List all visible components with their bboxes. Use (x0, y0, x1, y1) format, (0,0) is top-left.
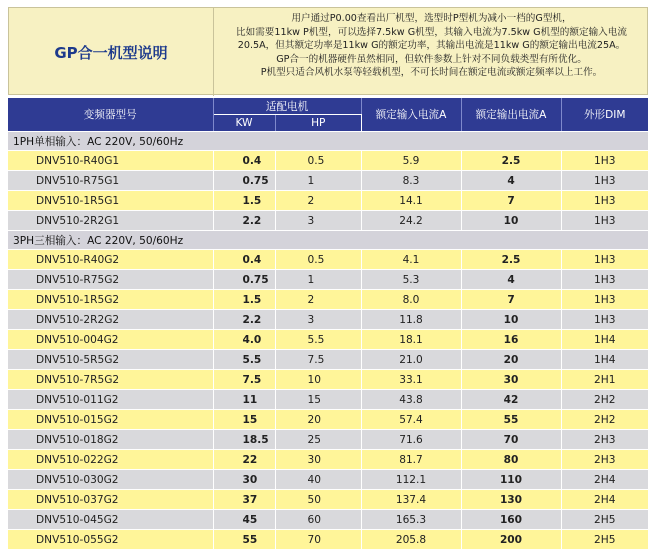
hp-cell: 20 (275, 410, 361, 430)
table-row (8, 270, 648, 290)
model-cell: DNV510-2R2G1 (8, 211, 213, 231)
output-current-cell: 4 (461, 171, 561, 191)
model-cell: DNV510-018G2 (8, 430, 213, 450)
hp-cell: 3 (275, 310, 361, 330)
header-kw: KW (213, 115, 275, 132)
page-title: GP合一机型说明 (9, 8, 214, 96)
notes-block (219, 12, 644, 80)
kw-cell: 30 (213, 470, 275, 490)
kw-cell: 0.4 (213, 151, 275, 171)
section-label: 1PH单相输入：AC 220V, 50/60Hz (8, 132, 648, 151)
dim-cell: 1H3 (561, 290, 648, 310)
hp-cell: 40 (275, 470, 361, 490)
spec-sheet (8, 7, 648, 546)
table-row (8, 350, 648, 370)
hp-cell: 10 (275, 370, 361, 390)
model-cell: DNV510-015G2 (8, 410, 213, 430)
hp-cell: 1 (275, 270, 361, 290)
hp-cell: 2 (275, 191, 361, 211)
table-row (8, 171, 648, 191)
input-current-cell: 8.0 (361, 290, 461, 310)
hp-cell: 25 (275, 430, 361, 450)
table-row (8, 330, 648, 350)
dim-cell: 1H4 (561, 330, 648, 350)
input-current-cell: 165.3 (361, 510, 461, 530)
kw-cell: 4.0 (213, 330, 275, 350)
output-current-cell: 70 (461, 430, 561, 450)
dim-cell: 2H4 (561, 490, 648, 510)
input-current-cell: 14.1 (361, 191, 461, 211)
input-current-cell: 112.1 (361, 470, 461, 490)
dim-cell: 2H1 (561, 370, 648, 390)
header-model: 变频器型号 (8, 98, 213, 132)
dim-cell: 1H3 (561, 171, 648, 191)
table-row (8, 490, 648, 510)
kw-cell: 0.4 (213, 250, 275, 270)
output-current-cell: 55 (461, 410, 561, 430)
model-cell: DNV510-004G2 (8, 330, 213, 350)
header-dim: 外形DIM (561, 98, 648, 132)
kw-cell: 37 (213, 490, 275, 510)
input-current-cell: 24.2 (361, 211, 461, 231)
model-cell: DNV510-R75G1 (8, 171, 213, 191)
model-cell: DNV510-045G2 (8, 510, 213, 530)
table-row (8, 410, 648, 430)
section-row (8, 132, 648, 151)
hp-cell: 30 (275, 450, 361, 470)
dim-cell: 1H3 (561, 191, 648, 211)
note-line: 用户通过P0.00查看出厂机型，选型时P型机为减小一档的G型机， (291, 13, 572, 24)
hp-cell: 0.5 (275, 151, 361, 171)
kw-cell: 55 (213, 530, 275, 550)
kw-cell: 0.75 (213, 171, 275, 191)
dim-cell: 2H5 (561, 510, 648, 530)
model-cell: DNV510-055G2 (8, 530, 213, 550)
table-body (8, 132, 648, 550)
note-line: 20.5A，但其额定功率是11kw G的额定功率，其输出电流是11kw G的额定输出电流25A。 (237, 40, 626, 52)
input-current-cell: 81.7 (361, 450, 461, 470)
note-line: 比如需要11kw P机型，可以选择7.5kw G机型，其输入电流为7.5kw G机型的额定输入电流 (236, 26, 627, 38)
dim-cell: 1H3 (561, 250, 648, 270)
model-cell: DNV510-5R5G2 (8, 350, 213, 370)
kw-cell: 18.5 (213, 430, 275, 450)
header-input-current: 额定输入电流A (361, 98, 461, 132)
table-row (8, 470, 648, 490)
output-current-cell: 16 (461, 330, 561, 350)
hp-cell: 2 (275, 290, 361, 310)
output-current-cell: 80 (461, 450, 561, 470)
model-cell: DNV510-1R5G2 (8, 290, 213, 310)
note-line: P机型只适合风机水泵等轻载机型，不可长时间在额定电流或额定频率以上工作。 (260, 67, 603, 79)
output-current-cell: 20 (461, 350, 561, 370)
table-row (8, 370, 648, 390)
table-row (8, 211, 648, 231)
output-current-cell: 160 (461, 510, 561, 530)
output-current-cell: 130 (461, 490, 561, 510)
output-current-cell: 30 (461, 370, 561, 390)
model-cell: DNV510-7R5G2 (8, 370, 213, 390)
table-row (8, 430, 648, 450)
output-current-cell: 7 (461, 290, 561, 310)
dim-cell: 1H3 (561, 310, 648, 330)
kw-cell: 2.2 (213, 310, 275, 330)
input-current-cell: 137.4 (361, 490, 461, 510)
spec-table (8, 98, 648, 550)
model-cell: DNV510-037G2 (8, 490, 213, 510)
input-current-cell: 8.3 (361, 171, 461, 191)
section-row (8, 231, 648, 250)
dim-cell: 2H5 (561, 530, 648, 550)
table-row (8, 310, 648, 330)
table-row (8, 530, 648, 550)
input-current-cell: 18.1 (361, 330, 461, 350)
output-current-cell: 42 (461, 390, 561, 410)
kw-cell: 0.75 (213, 270, 275, 290)
model-cell: DNV510-1R5G1 (8, 191, 213, 211)
input-current-cell: 21.0 (361, 350, 461, 370)
note-line: GP合一的机器硬件虽然相同，但软件参数上针对不同负载类型有所优化。 (276, 53, 587, 65)
header-hp: HP (275, 115, 361, 132)
dim-cell: 2H3 (561, 450, 648, 470)
table-row (8, 151, 648, 171)
table-row (8, 510, 648, 530)
table-row (8, 191, 648, 211)
table-row (8, 450, 648, 470)
kw-cell: 7.5 (213, 370, 275, 390)
dim-cell: 2H4 (561, 470, 648, 490)
output-current-cell: 2.5 (461, 250, 561, 270)
output-current-cell: 4 (461, 270, 561, 290)
kw-cell: 1.5 (213, 191, 275, 211)
section-label: 3PH三相输入：AC 220V, 50/60Hz (8, 231, 648, 250)
output-current-cell: 10 (461, 211, 561, 231)
model-cell: DNV510-2R2G2 (8, 310, 213, 330)
input-current-cell: 71.6 (361, 430, 461, 450)
dim-cell: 1H3 (561, 270, 648, 290)
input-current-cell: 4.1 (361, 250, 461, 270)
model-cell: DNV510-011G2 (8, 390, 213, 410)
model-cell: DNV510-022G2 (8, 450, 213, 470)
dim-cell: 1H3 (561, 211, 648, 231)
input-current-cell: 11.8 (361, 310, 461, 330)
output-current-cell: 110 (461, 470, 561, 490)
input-current-cell: 43.8 (361, 390, 461, 410)
header-output-current: 额定输出电流A (461, 98, 561, 132)
input-current-cell: 5.3 (361, 270, 461, 290)
kw-cell: 11 (213, 390, 275, 410)
header-motor: 适配电机 (213, 98, 361, 115)
dim-cell: 1H4 (561, 350, 648, 370)
input-current-cell: 33.1 (361, 370, 461, 390)
hp-cell: 5.5 (275, 330, 361, 350)
output-current-cell: 200 (461, 530, 561, 550)
info-header (8, 7, 648, 95)
kw-cell: 5.5 (213, 350, 275, 370)
output-current-cell: 2.5 (461, 151, 561, 171)
kw-cell: 15 (213, 410, 275, 430)
kw-cell: 1.5 (213, 290, 275, 310)
hp-cell: 60 (275, 510, 361, 530)
input-current-cell: 57.4 (361, 410, 461, 430)
hp-cell: 70 (275, 530, 361, 550)
model-cell: DNV510-R75G2 (8, 270, 213, 290)
hp-cell: 1 (275, 171, 361, 191)
output-current-cell: 10 (461, 310, 561, 330)
hp-cell: 7.5 (275, 350, 361, 370)
output-current-cell: 7 (461, 191, 561, 211)
dim-cell: 2H2 (561, 410, 648, 430)
model-cell: DNV510-R40G2 (8, 250, 213, 270)
dim-cell: 2H2 (561, 390, 648, 410)
hp-cell: 15 (275, 390, 361, 410)
dim-cell: 1H3 (561, 151, 648, 171)
table-row (8, 290, 648, 310)
input-current-cell: 205.8 (361, 530, 461, 550)
model-cell: DNV510-R40G1 (8, 151, 213, 171)
hp-cell: 3 (275, 211, 361, 231)
input-current-cell: 5.9 (361, 151, 461, 171)
model-cell: DNV510-030G2 (8, 470, 213, 490)
table-row (8, 390, 648, 410)
kw-cell: 45 (213, 510, 275, 530)
kw-cell: 22 (213, 450, 275, 470)
hp-cell: 0.5 (275, 250, 361, 270)
table-row (8, 250, 648, 270)
dim-cell: 2H3 (561, 430, 648, 450)
kw-cell: 2.2 (213, 211, 275, 231)
hp-cell: 50 (275, 490, 361, 510)
